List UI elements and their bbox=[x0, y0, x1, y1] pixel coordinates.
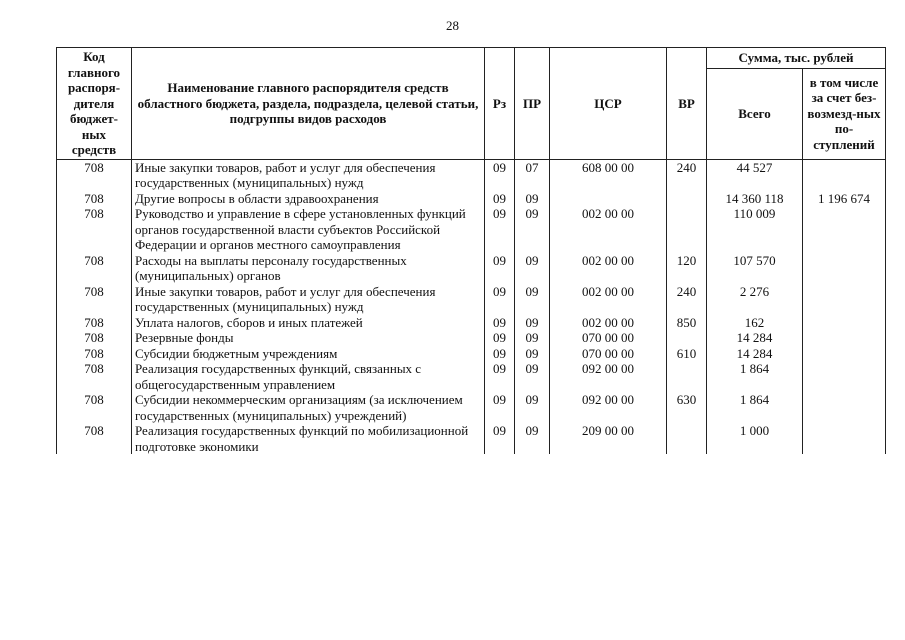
cell-vr: 610 bbox=[667, 346, 707, 362]
cell-total: 44 527 bbox=[707, 159, 803, 191]
cell-vr: 850 bbox=[667, 315, 707, 331]
header-name: Наименование главного распорядителя средств областного бюджета, раздела, подраздела, целевой статьи, подгруппы видов расходов bbox=[132, 48, 485, 160]
cell-incl bbox=[803, 315, 886, 331]
cell-vr: 240 bbox=[667, 159, 707, 191]
cell-vr bbox=[667, 191, 707, 207]
cell-incl bbox=[803, 206, 886, 253]
cell-vr bbox=[667, 423, 707, 454]
cell-incl bbox=[803, 253, 886, 284]
cell-total: 162 bbox=[707, 315, 803, 331]
cell-csr: 092 00 00 bbox=[550, 361, 667, 392]
cell-rz: 09 bbox=[485, 191, 515, 207]
cell-rz: 09 bbox=[485, 346, 515, 362]
cell-incl bbox=[803, 361, 886, 392]
header-code: Код главного распоря-дителя бюджет-ных средств bbox=[57, 48, 132, 160]
cell-csr: 092 00 00 bbox=[550, 392, 667, 423]
table-row bbox=[57, 346, 886, 362]
cell-code: 708 bbox=[57, 330, 132, 346]
header-rz: Рз bbox=[485, 48, 515, 160]
table-row bbox=[57, 423, 886, 454]
cell-code: 708 bbox=[57, 315, 132, 331]
cell-vr bbox=[667, 330, 707, 346]
cell-rz: 09 bbox=[485, 284, 515, 315]
cell-pr: 07 bbox=[515, 159, 550, 191]
cell-vr: 240 bbox=[667, 284, 707, 315]
cell-csr: 070 00 00 bbox=[550, 346, 667, 362]
cell-total: 1 864 bbox=[707, 392, 803, 423]
header-csr: ЦСР bbox=[550, 48, 667, 160]
cell-rz: 09 bbox=[485, 392, 515, 423]
cell-name: Реализация государственных функций по мобилизационной подготовке экономики bbox=[132, 423, 485, 454]
header-sum: Сумма, тыс. рублей bbox=[707, 48, 886, 69]
cell-name: Иные закупки товаров, работ и услуг для обеспечения государственных (муниципальных) нужд bbox=[132, 284, 485, 315]
table-row bbox=[57, 206, 886, 253]
cell-incl bbox=[803, 330, 886, 346]
cell-rz: 09 bbox=[485, 330, 515, 346]
cell-rz: 09 bbox=[485, 159, 515, 191]
table-row bbox=[57, 159, 886, 191]
cell-csr: 002 00 00 bbox=[550, 206, 667, 253]
cell-total: 1 864 bbox=[707, 361, 803, 392]
cell-csr bbox=[550, 191, 667, 207]
cell-rz: 09 bbox=[485, 206, 515, 253]
page-number: 28 bbox=[446, 18, 459, 33]
cell-code: 708 bbox=[57, 159, 132, 191]
cell-name: Субсидии бюджетным учреждениям bbox=[132, 346, 485, 362]
cell-total: 14 284 bbox=[707, 330, 803, 346]
cell-rz: 09 bbox=[485, 361, 515, 392]
cell-name: Другие вопросы в области здравоохранения bbox=[132, 191, 485, 207]
cell-incl bbox=[803, 392, 886, 423]
table-row bbox=[57, 253, 886, 284]
cell-pr: 09 bbox=[515, 392, 550, 423]
cell-incl bbox=[803, 423, 886, 454]
cell-total: 107 570 bbox=[707, 253, 803, 284]
cell-pr: 09 bbox=[515, 330, 550, 346]
cell-total: 110 009 bbox=[707, 206, 803, 253]
cell-name: Уплата налогов, сборов и иных платежей bbox=[132, 315, 485, 331]
header-row-1 bbox=[57, 48, 886, 69]
cell-name: Иные закупки товаров, работ и услуг для обеспечения государственных (муниципальных) нужд bbox=[132, 159, 485, 191]
cell-rz: 09 bbox=[485, 253, 515, 284]
cell-vr: 630 bbox=[667, 392, 707, 423]
cell-pr: 09 bbox=[515, 315, 550, 331]
header-pr: ПР bbox=[515, 48, 550, 160]
cell-total: 2 276 bbox=[707, 284, 803, 315]
cell-pr: 09 bbox=[515, 346, 550, 362]
table-row bbox=[57, 284, 886, 315]
table-row bbox=[57, 191, 886, 207]
cell-incl: 1 196 674 bbox=[803, 191, 886, 207]
header-total: Всего bbox=[707, 68, 803, 159]
table-row bbox=[57, 392, 886, 423]
header-vr: ВР bbox=[667, 48, 707, 160]
cell-code: 708 bbox=[57, 206, 132, 253]
cell-code: 708 bbox=[57, 191, 132, 207]
cell-csr: 002 00 00 bbox=[550, 253, 667, 284]
cell-incl bbox=[803, 284, 886, 315]
table-row bbox=[57, 361, 886, 392]
cell-name: Руководство и управление в сфере установленных функций органов государственной власти субъектов Российской Федерации и органов местного самоуправления bbox=[132, 206, 485, 253]
cell-pr: 09 bbox=[515, 206, 550, 253]
cell-pr: 09 bbox=[515, 253, 550, 284]
cell-code: 708 bbox=[57, 423, 132, 454]
cell-incl bbox=[803, 346, 886, 362]
cell-name: Резервные фонды bbox=[132, 330, 485, 346]
cell-code: 708 bbox=[57, 392, 132, 423]
budget-table bbox=[56, 47, 886, 454]
cell-csr: 608 00 00 bbox=[550, 159, 667, 191]
cell-pr: 09 bbox=[515, 284, 550, 315]
cell-vr: 120 bbox=[667, 253, 707, 284]
cell-code: 708 bbox=[57, 284, 132, 315]
cell-total: 1 000 bbox=[707, 423, 803, 454]
cell-name: Субсидии некоммерческим организациям (за исключением государственных (муниципальных) учреждений) bbox=[132, 392, 485, 423]
cell-code: 708 bbox=[57, 361, 132, 392]
cell-code: 708 bbox=[57, 346, 132, 362]
cell-name: Реализация государственных функций, связанных с общегосударственным управлением bbox=[132, 361, 485, 392]
cell-vr bbox=[667, 206, 707, 253]
cell-csr: 209 00 00 bbox=[550, 423, 667, 454]
header-incl: в том числе за счет без-возмезд-ных по-ступлений bbox=[803, 68, 886, 159]
cell-csr: 070 00 00 bbox=[550, 330, 667, 346]
cell-total: 14 360 118 bbox=[707, 191, 803, 207]
table-row bbox=[57, 315, 886, 331]
cell-incl bbox=[803, 159, 886, 191]
cell-total: 14 284 bbox=[707, 346, 803, 362]
table-row bbox=[57, 330, 886, 346]
cell-csr: 002 00 00 bbox=[550, 284, 667, 315]
cell-pr: 09 bbox=[515, 361, 550, 392]
cell-pr: 09 bbox=[515, 423, 550, 454]
cell-rz: 09 bbox=[485, 315, 515, 331]
cell-code: 708 bbox=[57, 253, 132, 284]
cell-csr: 002 00 00 bbox=[550, 315, 667, 331]
cell-vr bbox=[667, 361, 707, 392]
cell-rz: 09 bbox=[485, 423, 515, 454]
cell-name: Расходы на выплаты персоналу государственных (муниципальных) органов bbox=[132, 253, 485, 284]
cell-pr: 09 bbox=[515, 191, 550, 207]
